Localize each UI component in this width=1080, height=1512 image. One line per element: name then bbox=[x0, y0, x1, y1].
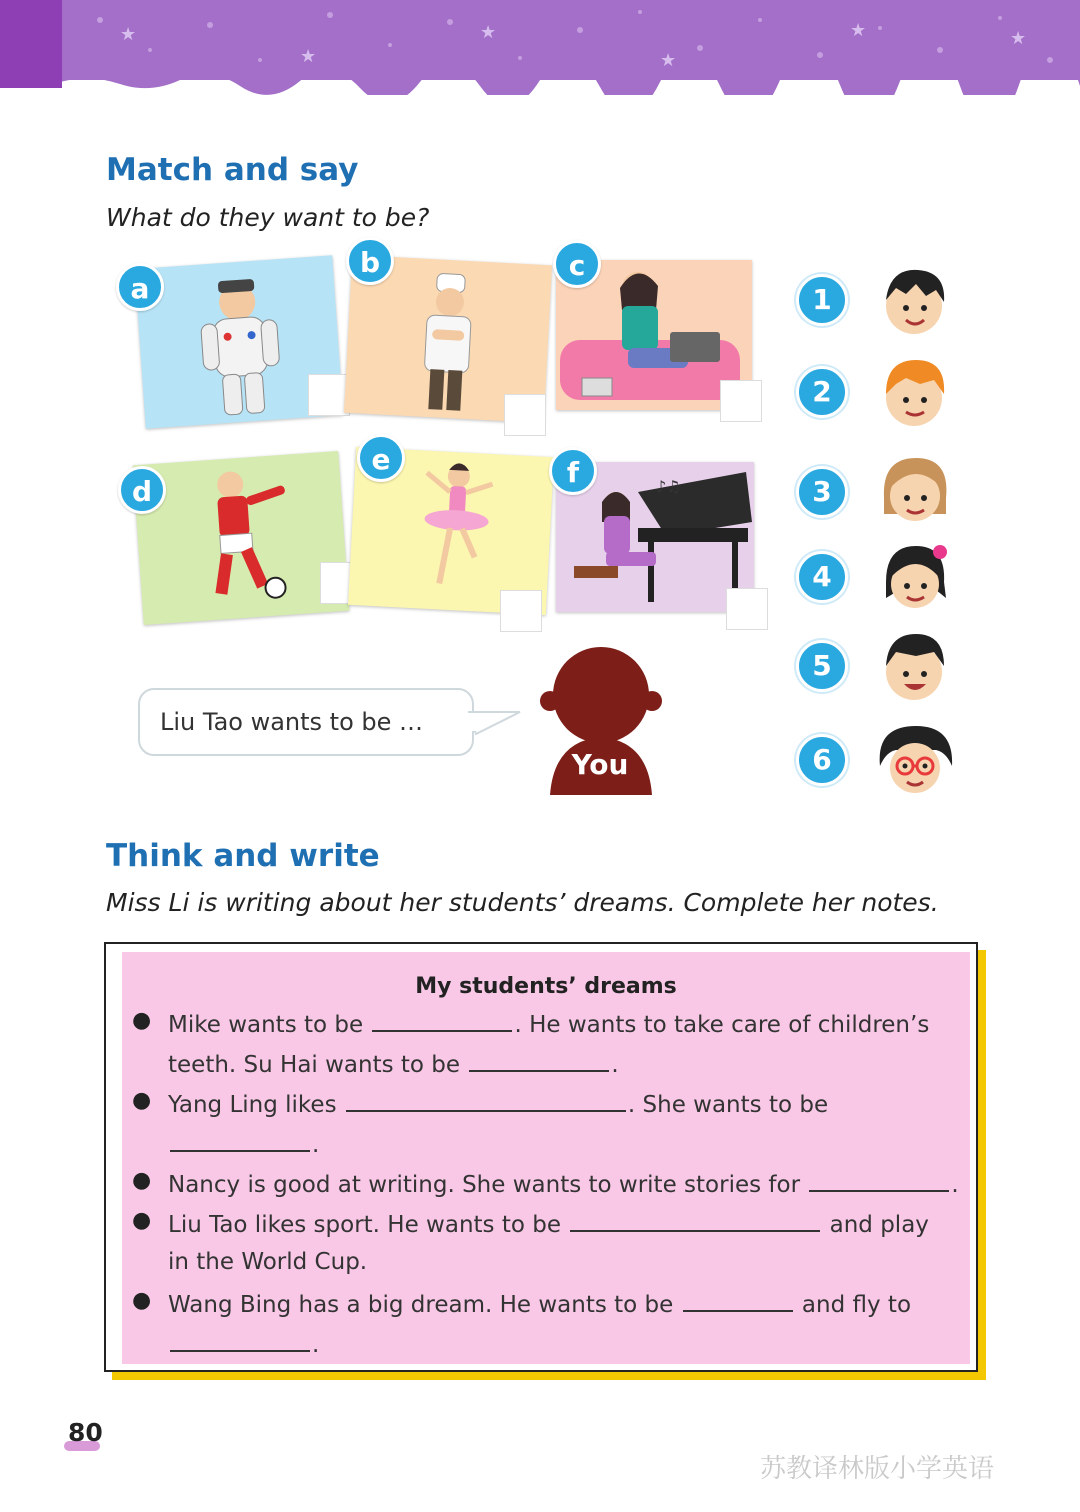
answer-box-b[interactable] bbox=[504, 394, 546, 436]
note-2-line-1 bbox=[168, 1086, 828, 1121]
number-badge-3: 3 bbox=[796, 466, 848, 518]
top-banner bbox=[0, 0, 1080, 95]
number-badge-1: 1 bbox=[796, 274, 848, 326]
face-boy-5 bbox=[876, 628, 954, 706]
note-2-blank-1[interactable] bbox=[346, 1086, 626, 1112]
face-girl-3 bbox=[876, 452, 954, 530]
face-boy-2 bbox=[876, 354, 954, 432]
note-1-blank-2[interactable] bbox=[469, 1046, 609, 1072]
section-instruction-match: What do they want to be? bbox=[106, 203, 430, 232]
page-number: 80 bbox=[68, 1418, 103, 1447]
letter-d-badge: d bbox=[118, 466, 166, 514]
note-5-blank-1[interactable] bbox=[683, 1286, 793, 1312]
svg-text:★: ★ bbox=[300, 46, 317, 67]
answer-box-f[interactable] bbox=[726, 588, 768, 630]
svg-text:★: ★ bbox=[850, 20, 867, 41]
note-3-text-b: . bbox=[951, 1172, 959, 1198]
note-2-blank-2[interactable] bbox=[170, 1126, 310, 1152]
note-3-text-a: Nancy is good at writing. She wants to write stories for bbox=[168, 1172, 808, 1198]
answer-box-c[interactable] bbox=[720, 380, 762, 422]
note-2-text-b: . She wants to be bbox=[627, 1092, 829, 1118]
section-title-think-and-write: Think and write bbox=[106, 838, 380, 874]
picture-d-football-player bbox=[133, 451, 350, 625]
number-badge-2: 2 bbox=[796, 366, 848, 418]
note-2-line-2 bbox=[168, 1126, 319, 1161]
face-boy-1 bbox=[876, 262, 954, 340]
note-1-line-2 bbox=[168, 1046, 619, 1081]
speech-bubble: Liu Tao wants to be … bbox=[138, 688, 474, 756]
speech-bubble-tail bbox=[468, 708, 522, 738]
face-girl-6-glasses bbox=[876, 722, 954, 800]
number-badge-6: 6 bbox=[796, 734, 848, 786]
letter-e-badge: e bbox=[357, 434, 405, 482]
bullet-1: ● bbox=[132, 1008, 152, 1033]
note-5-text-a: Wang Bing has a big dream. He wants to be bbox=[168, 1292, 681, 1318]
notes-card bbox=[104, 942, 978, 1372]
bullet-2: ● bbox=[132, 1088, 152, 1113]
note-3-blank-1[interactable] bbox=[809, 1166, 949, 1192]
note-4-text-c: in the World Cup. bbox=[168, 1249, 368, 1275]
notes-title: My students’ dreams bbox=[415, 974, 677, 999]
letter-c-badge: c bbox=[553, 240, 601, 288]
section-title-match-and-say: Match and say bbox=[106, 152, 359, 188]
football-player-illustration bbox=[133, 451, 350, 625]
note-2-text-a: Yang Ling likes bbox=[168, 1092, 344, 1118]
note-3-line-1 bbox=[168, 1166, 959, 1201]
note-4-text-a: Liu Tao likes sport. He wants to be bbox=[168, 1212, 569, 1238]
face-girl-4 bbox=[876, 540, 954, 618]
svg-text:★: ★ bbox=[660, 50, 677, 71]
note-2-text-d: . bbox=[312, 1132, 320, 1158]
note-1-line-1 bbox=[168, 1006, 929, 1041]
note-5-text-d: . bbox=[312, 1332, 320, 1358]
svg-text:♪♫: ♪♫ bbox=[656, 477, 681, 496]
you-label: You bbox=[571, 748, 629, 781]
note-1-blank-1[interactable] bbox=[372, 1006, 512, 1032]
note-4-line-1 bbox=[168, 1206, 929, 1241]
number-badge-4: 4 bbox=[796, 551, 848, 603]
bullet-5: ● bbox=[132, 1288, 152, 1313]
letter-a-badge: a bbox=[116, 263, 164, 311]
watermark: 苏教译林版小学英语 bbox=[760, 1454, 995, 1484]
svg-text:★: ★ bbox=[120, 24, 137, 45]
note-1-text-b: . He wants to take care of children’s bbox=[514, 1012, 930, 1038]
section-instruction-write: Miss Li is writing about her students’ dreams. Complete her notes. bbox=[106, 888, 939, 917]
note-5-line-2 bbox=[168, 1326, 319, 1361]
bullet-4: ● bbox=[132, 1208, 152, 1233]
note-4-text-b: and play bbox=[822, 1212, 929, 1238]
letter-f-badge: f bbox=[549, 447, 597, 495]
bullet-3: ● bbox=[132, 1168, 152, 1193]
svg-text:★: ★ bbox=[480, 22, 497, 43]
letter-b-badge: b bbox=[346, 237, 394, 285]
note-1-text-c: teeth. Su Hai wants to be bbox=[168, 1052, 468, 1078]
note-4-blank-1[interactable] bbox=[570, 1206, 820, 1232]
answer-box-e[interactable] bbox=[500, 590, 542, 632]
svg-text:★: ★ bbox=[1010, 28, 1027, 49]
note-4-line-2 bbox=[168, 1246, 367, 1278]
note-5-blank-2[interactable] bbox=[170, 1326, 310, 1352]
number-badge-5: 5 bbox=[796, 640, 848, 692]
note-1-text-a: Mike wants to be bbox=[168, 1012, 371, 1038]
note-1-text-d: . bbox=[611, 1052, 619, 1078]
note-5-line-1 bbox=[168, 1286, 911, 1321]
note-5-text-b: and fly to bbox=[794, 1292, 912, 1318]
